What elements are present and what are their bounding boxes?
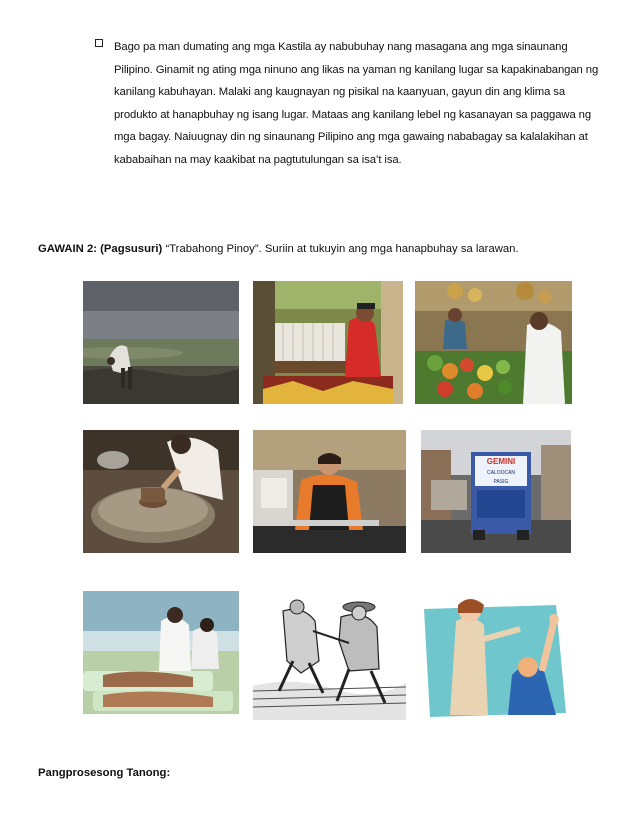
photo-weaver: [253, 281, 403, 404]
intro-paragraph: Bago pa man dumating ang mga Kastila ay nabubuhay nang masagana ang mga sinaunang Pilipino. Ginamit ng ating mga ninuno ang likas na yaman ng kanilang lugar sa kapakinabangan ng kanilang kabuhayan. Malaki ang kaugnayan ng pisikal na kaanyuan, gayun din ang klima sa produkto at hanapbuhay ng isang lugar. Mataas ang kanilang lebel ng kasanayan sa paggawa ng mga bagay. Naiuugnay din ng sinaunang Pilipino ang mga gawaing nababagay sa kalalakihan at kababaihan na may kaakibat na pagtutulungan sa isa’t isa.: [114, 41, 599, 166]
photo-farmer: [83, 281, 239, 404]
photo-teacher-clipart: [416, 591, 574, 720]
photo-potter: [83, 430, 239, 553]
jeepney-sign-middle: CALOOCAN: [486, 470, 516, 476]
gawain-label: GAWAIN 2: (Pagsusuri): [38, 243, 163, 255]
gawain-heading: [38, 243, 608, 255]
photo-vendor: [415, 281, 572, 404]
gawain-instruction: . Suriin at tukuyin ang mga hanapbuhay sa larawan.: [258, 243, 519, 255]
intro-bullet: [95, 36, 605, 172]
jeepney-sign-bottom: PASIG: [493, 479, 509, 485]
gawain-title: “Trabahong Pinoy”: [165, 243, 259, 255]
checkbox-bullet-icon: [95, 39, 103, 47]
photo-massage: [83, 591, 239, 714]
processing-questions-heading: Pangprosesong Tanong:: [38, 767, 171, 779]
photo-engraving-men: [253, 591, 406, 720]
photo-seamstress: [253, 430, 406, 553]
photo-jeepney: [421, 430, 571, 553]
jeepney-sign-top: GEMINI: [486, 457, 516, 466]
